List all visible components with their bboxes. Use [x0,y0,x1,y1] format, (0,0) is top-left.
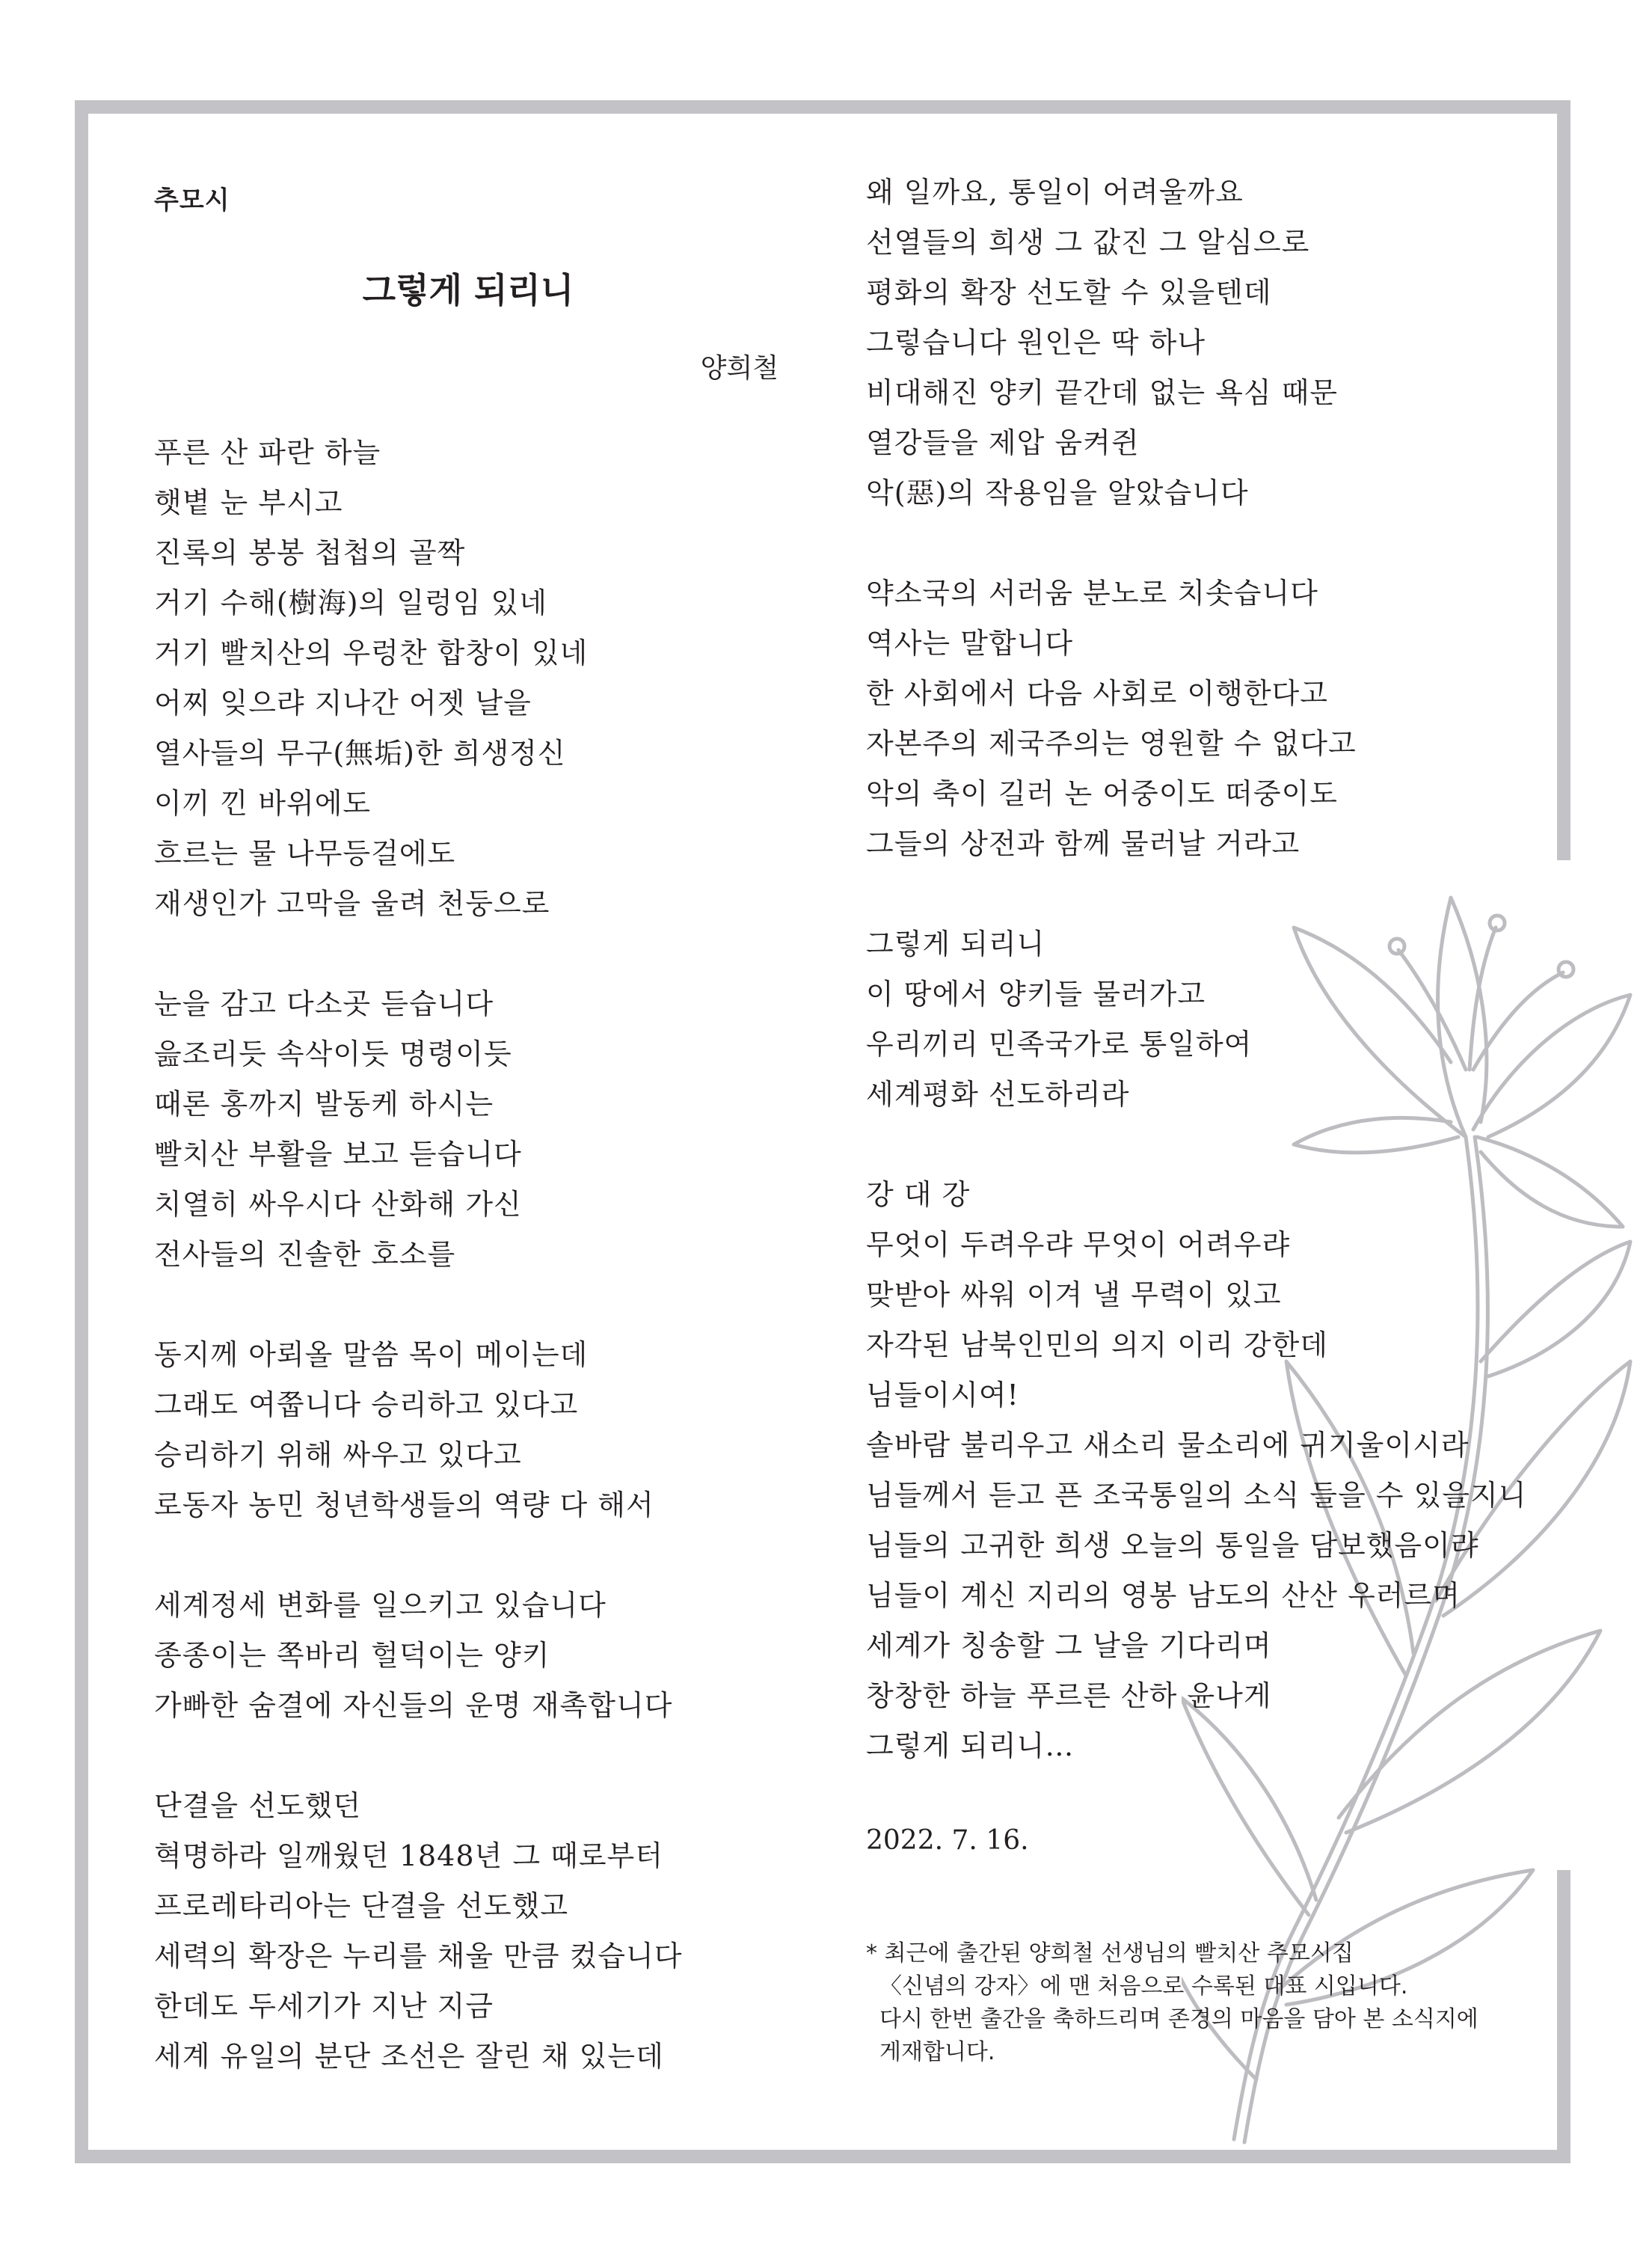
poem-author: 양희철 [700,353,779,384]
poem-stanza [866,168,1539,518]
poem-line: 치열히 싸우시다 산화해 가신 [154,1188,522,1221]
poem-line: 거기 빨치산의 우렁찬 합창이 있네 [154,637,589,669]
poem-line: 자각된 남북인민의 의지 이리 강한데 [866,1328,1328,1361]
footnote-line: 다시 한번 출간을 축하드리며 존경의 마음을 담아 본 소식지에 [879,2006,1478,2032]
poem-line: 그렇게 되리니… [866,1729,1075,1762]
poem-line: 전사들의 진솔한 호소를 [154,1238,456,1271]
poem-line: 그렇게 되리니 [866,928,1045,960]
poem-stanza [866,568,1539,869]
poem-line: 푸른 산 파란 하늘 [154,436,381,469]
poem-line: 님들이 계신 지리의 영봉 남도의 산산 우러르며 [866,1579,1461,1612]
poem-line: 종종이는 쪽바리 헐덕이는 양키 [154,1639,550,1672]
poem-stanza [154,979,812,1280]
poem-line: 그래도 여쭙니다 승리하고 있다고 [154,1388,579,1421]
poem-stanza [154,428,812,929]
poem-line: 우리끼리 민족국가로 통일하여 [866,1028,1253,1061]
poem-line: 세계정세 변화를 일으키고 있습니다 [154,1589,607,1622]
poem-line: 프로레타리아는 단결을 선도했고 [154,1889,569,1922]
poem-line: 세계 유일의 분단 조선은 잘린 채 있는데 [154,2040,664,2073]
poem-line: 자본주의 제국주의는 영원할 수 없다고 [866,727,1357,760]
poem-line: 악의 축이 길러 논 어중이도 떠중이도 [866,777,1339,810]
poem-title: 그렇게 되리니 [362,270,574,310]
poem-line: 님들의 고귀한 희생 오늘의 통일을 담보했음이랴 [866,1529,1479,1562]
poem-line: 무엇이 두려우랴 무엇이 어려우랴 [866,1228,1291,1261]
poem-line: 악(惡)의 작용임을 알았습니다 [866,476,1249,509]
poem-line: 솔바람 불리우고 새소리 물소리에 귀기울이시라 [866,1429,1470,1462]
poem-line: 창창한 하늘 푸르른 산하 윤나게 [866,1679,1272,1712]
poem-line: 햇볕 눈 부시고 [154,486,343,519]
poem-line: 세계평화 선도하리라 [866,1078,1130,1111]
poem-line: 약소국의 서러움 분노로 치솟습니다 [866,577,1318,610]
poem-column-right [866,168,1539,1821]
poem-line: 평화의 확장 선도할 수 있을텐데 [866,276,1272,309]
poem-line: 세계가 칭송할 그 날을 기다리며 [866,1629,1272,1662]
poem-column-left [154,428,812,2132]
poem-line: 승리하기 위해 싸우고 있다고 [154,1438,522,1471]
footnote [866,1937,1524,2069]
footnote-line: * 최근에 출간된 양희철 선생님의 빨치산 추모시집 [866,1940,1354,1967]
footnote-line: 〈신념의 강자〉에 맨 처음으로 수록된 대표 시입니다. [879,1973,1408,1999]
poem-line: 때론 홍까지 발동케 하시는 [154,1088,494,1121]
poem-line: 눈을 감고 다소곳 듣습니다 [154,987,494,1020]
poem-line: 한데도 두세기가 지난 지금 [154,1990,494,2023]
poem-line: 단결을 선도했던 [154,1789,362,1822]
poem-line: 한 사회에서 다음 사회로 이행한다고 [866,677,1328,710]
header-label: 추모시 [154,186,230,215]
poem-line: 강 대 강 [866,1178,971,1211]
poem-line: 선열들의 희생 그 값진 그 알심으로 [866,226,1310,259]
poem-line: 님들이시여! [866,1379,1019,1412]
poem-line: 읊조리듯 속삭이듯 명령이듯 [154,1037,512,1070]
poem-date: 2022. 7. 16. [866,1825,1029,1856]
poem-line: 님들께서 듣고 픈 조국통일의 소식 들을 수 있을지니 [866,1479,1527,1512]
poem-line: 그들의 상전과 함께 물러날 거라고 [866,827,1301,860]
poem-line: 혁명하라 일깨웠던 1848년 그 때로부터 [154,1839,663,1872]
poem-stanza [154,1581,812,1731]
poem-line: 이 땅에서 양키들 물러가고 [866,978,1206,1011]
poem-line: 왜 일까요, 통일이 어려울까요 [866,176,1244,209]
poem-stanza [866,919,1539,1120]
poem-line: 열사들의 무구(無垢)한 희생정신 [154,737,566,770]
poem-line: 거기 수해(樹海)의 일렁임 있네 [154,586,547,619]
poem-line: 가빠한 숨결에 자신들의 운명 재촉합니다 [154,1689,673,1722]
footnote-line: 게재합니다. [879,2039,995,2065]
poem-line: 이끼 낀 바위에도 [154,787,372,820]
poem-line: 흐르는 물 나무등걸에도 [154,837,456,870]
poem-line: 세력의 확장은 누리를 채울 만큼 컸습니다 [154,1940,683,1973]
poem-line: 재생인가 고막을 울려 천둥으로 [154,887,550,920]
poem-line: 빨치산 부활을 보고 듣습니다 [154,1138,522,1171]
poem-stanza [154,1330,812,1530]
poem-stanza [154,1781,812,2082]
poem-line: 로동자 농민 청년학생들의 역량 다 해서 [154,1489,654,1521]
poem-line: 역사는 말합니다 [866,627,1074,660]
poem-line: 동지께 아뢰올 말씀 목이 메이는데 [154,1338,589,1371]
poem-line: 열강들을 제압 움켜쥔 [866,426,1140,459]
poem-stanza [866,1170,1539,1771]
poem-line: 어찌 잊으랴 지나간 어젯 날을 [154,687,532,720]
poem-line: 진록의 봉봉 첩첩의 골짝 [154,536,466,569]
poem-line: 그렇습니다 원인은 딱 하나 [866,326,1206,359]
poem-line: 맞받아 싸워 이겨 낼 무력이 있고 [866,1278,1282,1311]
poem-line: 비대해진 양키 끝간데 없는 욕심 때문 [866,376,1339,409]
